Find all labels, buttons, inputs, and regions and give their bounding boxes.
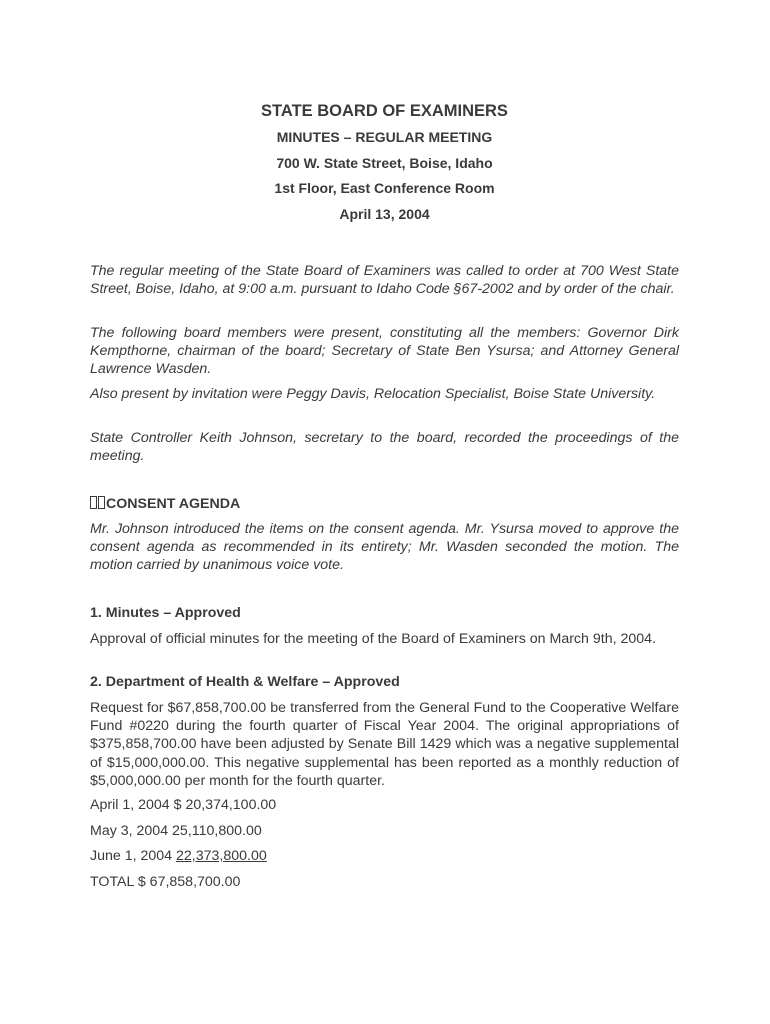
document-title: STATE BOARD OF EXAMINERS (261, 102, 508, 120)
schedule-total-label: TOTAL (90, 874, 134, 890)
schedule-date: April 1, 2004 (90, 797, 170, 813)
item-1-paragraph: Approval of official minutes for the meeting of the Board of Examiners on March 9th, 2004. (90, 631, 656, 647)
consent-agenda-paragraph: Mr. Johnson introduced the items on the consent agenda. Mr. Ysursa moved to approve the consent agenda as recommended in its entirety; Mr. Wasden seconded the motion. The motion carried by unanimous voice vote. (90, 521, 679, 574)
missing-glyph-icon (90, 496, 97, 509)
intro-paragraph-invited-guests: Also present by invitation were Peggy Davis, Relocation Specialist, Boise State University. (90, 386, 656, 402)
consent-agenda-heading-label: CONSENT AGENDA (106, 496, 241, 512)
schedule-line (90, 821, 679, 841)
item-1-heading: 1. Minutes – Approved (90, 605, 241, 621)
consent-agenda-heading (90, 494, 679, 514)
meeting-date: April 13, 2004 (339, 206, 430, 223)
schedule-amount: $ 20,374,100.00 (173, 797, 277, 813)
meeting-subtitle: MINUTES – REGULAR MEETING (276, 129, 493, 145)
meeting-address: 700 W. State Street, Boise, Idaho (276, 154, 493, 171)
item-2-paragraph: Request for $67,858,700.00 be transferred from the General Fund to the Cooperative Welfare Fund #0220 during the fourth quarter of Fiscal Year 2004. The original appropriations of $375,858,700.00 have been adjusted by Senate Bill 1429 which was a negative supplemental of $15,000,000.00. This negative supplemental has been reported as a monthly reduction of $5,000,000.00 per month for the fourth quarter. (90, 700, 679, 789)
schedule-line (90, 846, 679, 866)
document-header (90, 100, 679, 230)
meeting-room: 1st Floor, East Conference Room (274, 180, 495, 197)
schedule-line (90, 795, 679, 815)
schedule-total-line (90, 872, 679, 892)
document-page (90, 0, 679, 1024)
intro-paragraph-members-present: The following board members were present, constituting all the members: Governor Dirk Kempthorne, chairman of the board; Secretary of State Ben Ysursa; and Attorney General Lawrence Wasden. (90, 325, 679, 378)
schedule-date: June 1, 2004 (90, 848, 173, 864)
missing-glyph-icon (98, 496, 105, 509)
schedule-amount: 25,110,800.00 (172, 823, 262, 839)
schedule-amount: 22,373,800.00 (176, 848, 267, 864)
item-2-heading: 2. Department of Health & Welfare – Approved (90, 674, 400, 690)
schedule-date: May 3, 2004 (90, 823, 169, 839)
schedule-total-amount: $ 67,858,700.00 (137, 874, 241, 890)
intro-paragraph-secretary: State Controller Keith Johnson, secretary to the board, recorded the proceedings of the meeting. (90, 430, 679, 465)
intro-paragraph-call-to-order: The regular meeting of the State Board of Examiners was called to order at 700 West State Street, Boise, Idaho, at 9:00 a.m. pursuant to Idaho Code §67-2002 and by order of the chair. (90, 263, 679, 298)
